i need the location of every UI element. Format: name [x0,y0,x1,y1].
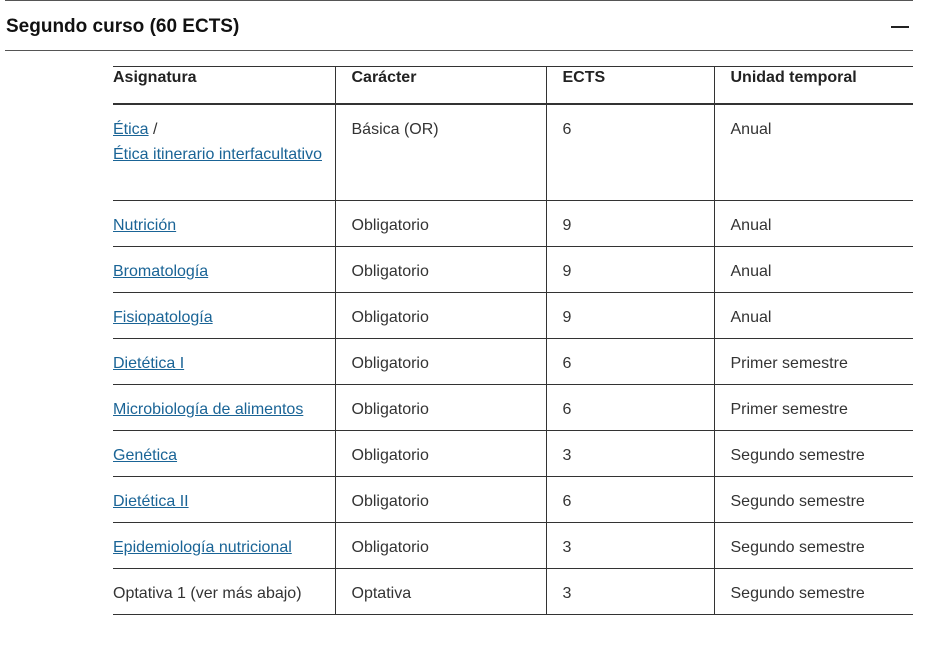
cell-ects: 6 [546,104,714,201]
table-row [113,431,913,477]
cell-asignatura [113,104,335,201]
column-header-unidad-temporal: Unidad temporal [714,67,913,104]
cell-unidad-temporal: Anual [714,247,913,293]
cell-unidad-temporal: Segundo semestre [714,523,913,569]
cell-caracter: Básica (OR) [335,104,546,201]
cell-caracter: Obligatorio [335,247,546,293]
table-row [113,293,913,339]
cell-caracter: Optativa [335,569,546,615]
cell-ects: 9 [546,201,714,247]
subject-link[interactable]: Microbiología de alimentos [113,401,304,418]
section-title: Segundo curso (60 ECTS) [6,16,240,37]
cell-ects: 9 [546,293,714,339]
subject-text: Optativa 1 (ver más abajo) [113,585,302,602]
subject-link[interactable]: Nutrición [113,217,177,234]
cell-caracter: Obligatorio [335,523,546,569]
table-row [113,523,913,569]
subject-link-etica-itinerario[interactable]: Ética itinerario interfacultativo [113,145,322,163]
subject-link[interactable]: Dietética II [113,493,189,510]
cell-caracter: Obligatorio [335,201,546,247]
cell-asignatura [113,201,335,247]
subject-link-etica[interactable]: Ética [113,120,149,138]
cell-asignatura [113,523,335,569]
cell-ects: 6 [546,339,714,385]
subject-link[interactable]: Epidemiología nutricional [113,539,292,556]
cell-asignatura [113,431,335,477]
column-header-asignatura: Asignatura [113,67,335,104]
cell-unidad-temporal: Anual [714,104,913,201]
table-row [113,104,913,201]
cell-asignatura [113,339,335,385]
cell-ects: 6 [546,477,714,523]
cell-ects: 3 [546,569,714,615]
cell-unidad-temporal: Primer semestre [714,385,913,431]
table-row [113,385,913,431]
cell-ects: 3 [546,523,714,569]
cell-asignatura [113,293,335,339]
accordion-header[interactable] [5,0,913,51]
table-row [113,569,913,615]
cell-unidad-temporal: Anual [714,293,913,339]
cell-caracter: Obligatorio [335,339,546,385]
cell-caracter: Obligatorio [335,385,546,431]
table-row [113,247,913,293]
cell-asignatura [113,385,335,431]
link-separator: / [148,120,158,138]
cell-ects: 6 [546,385,714,431]
cell-unidad-temporal: Primer semestre [714,339,913,385]
cell-caracter: Obligatorio [335,431,546,477]
cell-asignatura [113,477,335,523]
cell-asignatura [113,569,335,615]
minus-icon[interactable] [891,26,909,28]
column-header-caracter: Carácter [335,67,546,104]
cell-ects: 3 [546,431,714,477]
table-row [113,477,913,523]
cell-asignatura [113,247,335,293]
courses-table [113,66,913,615]
column-header-ects: ECTS [546,67,714,104]
table-row [113,201,913,247]
cell-caracter: Obligatorio [335,293,546,339]
table-header-row [113,67,913,104]
subject-link[interactable]: Genética [113,447,178,464]
subject-link[interactable]: Bromatología [113,263,209,280]
subject-link[interactable]: Fisiopatología [113,309,213,326]
cell-unidad-temporal: Segundo semestre [714,431,913,477]
cell-unidad-temporal: Segundo semestre [714,569,913,615]
table-row [113,339,913,385]
cell-caracter: Obligatorio [335,477,546,523]
cell-unidad-temporal: Anual [714,201,913,247]
cell-unidad-temporal: Segundo semestre [714,477,913,523]
cell-ects: 9 [546,247,714,293]
subject-link[interactable]: Dietética I [113,355,185,372]
